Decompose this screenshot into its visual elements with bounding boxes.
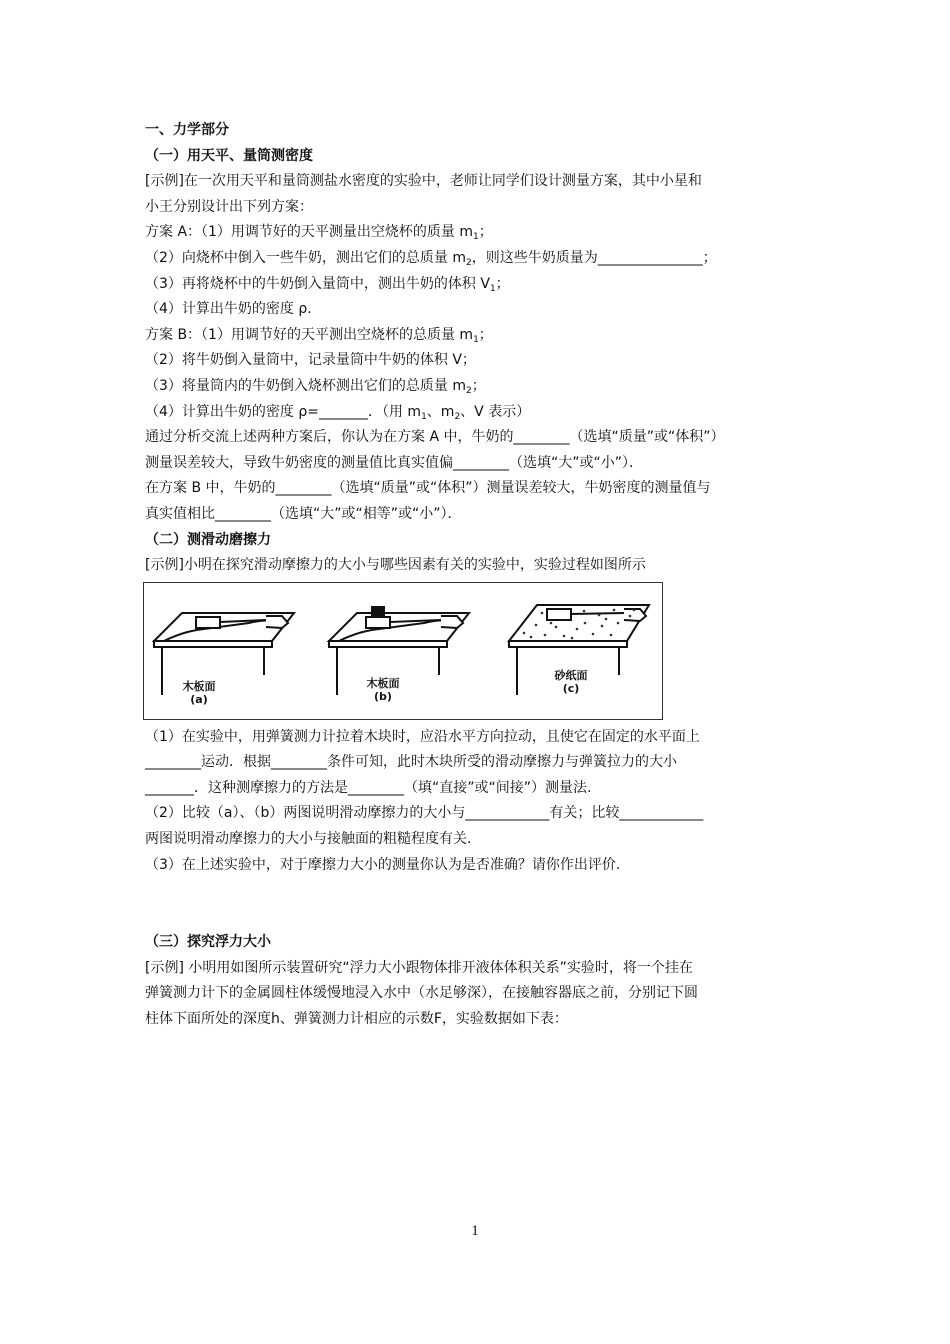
page-number: 1 (471, 1223, 479, 1239)
friction-q1-line: （1）在实验中，用弹簧测力计拉着木块时，应沿水平方向拉动，且使它在固定的水平面上 (145, 728, 700, 745)
friction-experiment-figure (143, 582, 663, 720)
plan-a-step-2: （2）向烧杯中倒入一些牛奶，测出它们的总质量 $m_2$，则这些牛奶质量为_______________； (145, 249, 717, 268)
friction-q1-line: _______．这种测摩擦力的方法是________（填“直接”或“间接”）测量法. (145, 779, 592, 796)
plan-b-step-3: （3）将量筒内的牛奶倒入烧杯测出它们的总质量 $m_2$； (145, 377, 486, 396)
answer-space (145, 878, 810, 930)
buoyancy-intro-line: [示例] 小明用如图所示装置研究“浮力大小跟物体排开液体体积关系”实验时，将一个挂在 (145, 959, 693, 976)
friction-q1-line: ________运动．根据________条件可知，此时木块所受的滑动摩擦力与弹簧拉力的大小 (145, 754, 677, 771)
friction-intro: [示例]小明在探究滑动摩擦力的大小与哪些因素有关的实验中，实验过程如图所示 (145, 557, 646, 574)
plan-a-step-3: （3）再将烧杯中的牛奶倒入量筒中，测出牛奶的体积 $V_1$； (145, 275, 510, 294)
friction-q2-line: 两图说明滑动摩擦力的大小与接触面的粗糙程度有关. (145, 831, 472, 848)
plan-b-step-1: 方案 B：（1）用调节好的天平测出空烧杯的总质量 $m_1$； (145, 326, 493, 345)
section-buoyancy-title: （三）探究浮力大小 (145, 934, 271, 951)
plan-a-step-1: 方案 A：（1）用调节好的天平测量出空烧杯的质量 $m_1$； (145, 224, 493, 243)
analysis-line: 真实值相比________（选填“大”或“相等”或“小”）． (145, 505, 462, 522)
density-intro-line: [示例]在一次用天平和量筒测盐水密度的实验中，老师让同学们设计测量方案，其中小星和 (145, 173, 702, 190)
buoyancy-intro-line: 柱体下面所处的深度h、弹簧测力计相应的示数F，实验数据如下表： (145, 1011, 568, 1028)
density-intro-line: 小王分别设计出下列方案： (145, 198, 313, 215)
heading-mechanics: 一、力学部分 (145, 122, 229, 138)
document-body (145, 118, 810, 1033)
section-friction-title: （二）测滑动磨擦力 (145, 531, 271, 548)
analysis-line: 在方案 B 中，牛奶的________（选填“质量”或“体积”）测量误差较大，牛奶密度的测量值与 (145, 480, 711, 497)
figure-a-caption: 木板面 (a) (182, 679, 216, 706)
analysis-line: 通过分析交流上述两种方案后，你认为在方案 A 中，牛奶的________（选填“质量”或“体积”） (145, 429, 725, 446)
figure-b-caption: 木板面 (b) (366, 676, 400, 703)
buoyancy-intro-line: 弹簧测力计下的金属圆柱体缓慢地浸入水中（水足够深），在接触容器底之前，分别记下圆 (145, 985, 698, 1002)
friction-q2-line: （2）比较（a）、（b）两图说明滑动摩擦力的大小与____________有关；比较____________ (145, 805, 704, 822)
plan-b-step-4: （4）计算出牛奶的密度 ρ=_______．（用 $m_1$、$m_2$、V 表示） (145, 403, 531, 422)
friction-q3: （3）在上述实验中，对于摩擦力大小的测量你认为是否准确？请你作出评价. (145, 856, 621, 873)
analysis-line: 测量误差较大，导致牛奶密度的测量值比真实值偏________（选填“大”或“小”）． (145, 454, 644, 471)
plan-a-step-4: （4）计算出牛奶的密度 ρ. (145, 301, 312, 318)
section-density-title: （一）用天平、量筒测密度 (145, 147, 313, 164)
figure-c-caption: 砂纸面 (c) (554, 668, 588, 695)
plan-b-step-2: （2）将牛奶倒入量筒中，记录量筒中牛奶的体积 V； (145, 352, 476, 369)
